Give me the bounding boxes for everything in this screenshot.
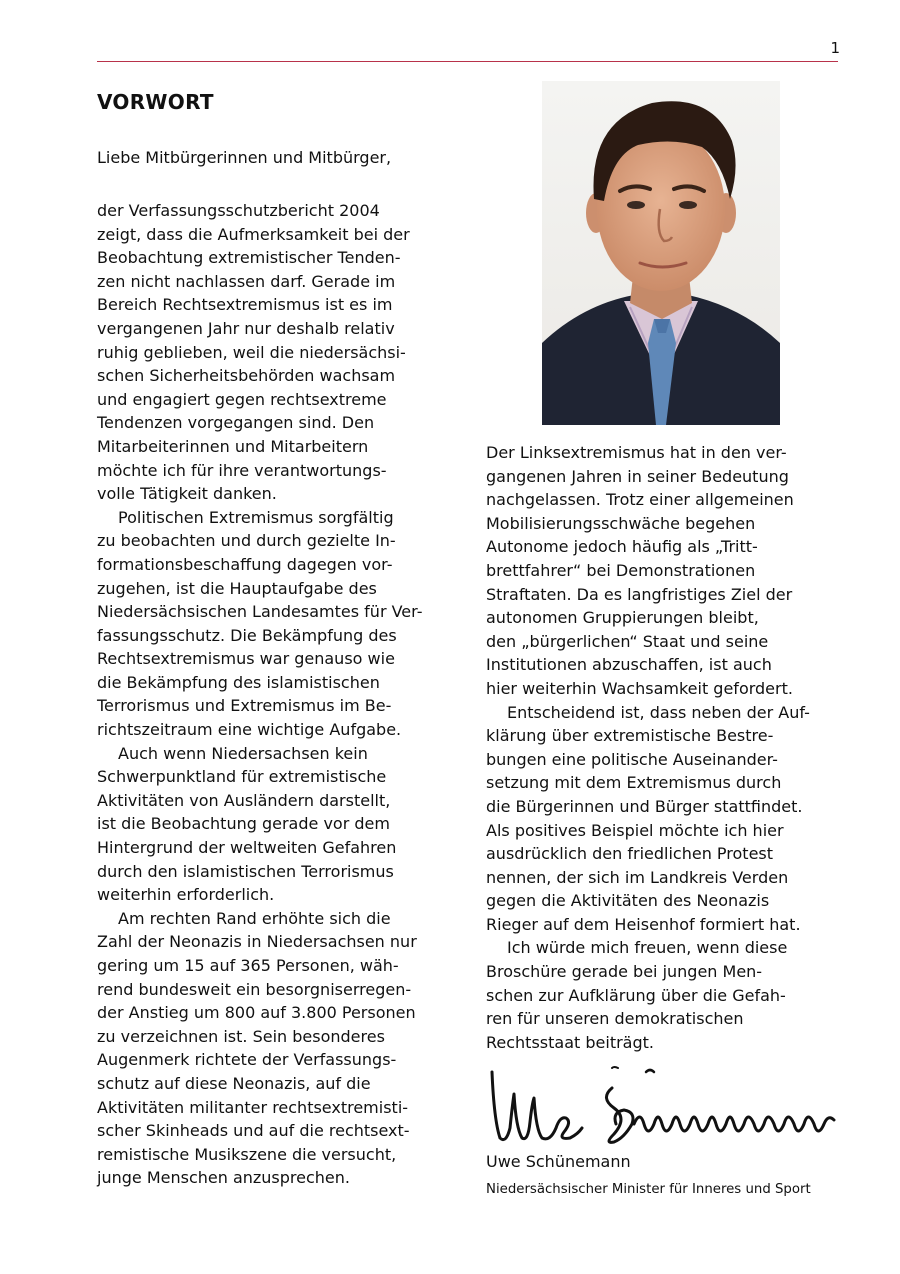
text-line: Auch wenn Niedersachsen kein — [118, 743, 368, 763]
text-line: den „bürgerlichen“ Staat und seine — [486, 631, 769, 651]
text-line: Autonome jedoch häufig als „Tritt- — [486, 537, 758, 557]
text-line: rend bundesweit ein besorgniserregen- — [97, 979, 412, 999]
text-line: schen Sicherheitsbehörden wachsam — [97, 366, 396, 386]
text-line: vergangenen Jahr nur deshalb relativ — [97, 318, 395, 338]
text-line: Mobilisierungsschwäche begehen — [486, 513, 756, 533]
text-line: der Anstieg um 800 auf 3.800 Personen — [97, 1003, 416, 1023]
text-line: hier weiterhin Wachsamkeit gefordert. — [486, 678, 793, 698]
text-line: Mitarbeiterinnen und Mitarbeitern — [97, 436, 369, 456]
text-line: Straftaten. Da es langfristiges Ziel der — [486, 584, 793, 604]
text-line: zu beobachten und durch gezielte In- — [97, 531, 396, 551]
text-line: Entscheidend ist, dass neben der Auf- — [507, 702, 810, 722]
text-line: Aktivitäten militanter rechtsextremisti- — [97, 1097, 409, 1117]
text-line: die Bekämpfung des islamistischen — [97, 672, 380, 692]
text-line: Hintergrund der weltweiten Gefahren — [97, 838, 397, 858]
text-line: ren für unseren demokratischen — [486, 1009, 744, 1029]
text-line: richtszeitraum eine wichtige Aufgabe. — [97, 720, 402, 740]
text-line: Tendenzen vorgegangen sind. Den — [97, 413, 375, 433]
signer-name: Uwe Schünemann — [486, 1152, 631, 1171]
text-line: Beobachtung extremistischer Tenden- — [97, 248, 401, 268]
text-line: nennen, der sich im Landkreis Verden — [486, 867, 789, 887]
text-line: Am rechten Rand erhöhte sich die — [118, 908, 391, 928]
text-line: Institutionen abzuschaffen, ist auch — [486, 655, 772, 675]
page-title: VORWORT — [97, 90, 214, 114]
text-line: formationsbeschaffung dagegen vor- — [97, 554, 393, 574]
text-line: volle Tätigkeit danken. — [97, 484, 277, 504]
text-line: Niedersächsischen Landesamtes für Ver- — [97, 602, 423, 622]
text-line: und engagiert gegen rechtsextreme — [97, 389, 387, 409]
text-line: Terrorismus und Extremismus im Be- — [97, 696, 392, 716]
text-line: Als positives Beispiel möchte ich hier — [486, 820, 784, 840]
text-line: Zahl der Neonazis in Niedersachsen nur — [97, 932, 417, 952]
text-line: setzung mit dem Extremismus durch — [486, 773, 782, 793]
text-line: Rechtsstaat beiträgt. — [486, 1032, 654, 1052]
text-line: zen nicht nachlassen darf. Gerade im — [97, 271, 396, 291]
left-column — [97, 199, 452, 1190]
greeting: Liebe Mitbürgerinnen und Mitbürger, — [97, 148, 392, 167]
text-line: der Verfassungsschutzbericht 2004 — [97, 201, 380, 220]
text-line: ruhig geblieben, weil die niedersächsi- — [97, 342, 406, 362]
text-line: klärung über extremistische Bestre- — [486, 726, 774, 746]
portrait-illustration — [542, 81, 780, 425]
text-line: autonomen Gruppierungen bleibt, — [486, 608, 759, 628]
text-line: zu verzeichnen ist. Sein besonderes — [97, 1026, 385, 1046]
signer-role: Niedersächsischer Minister für Inneres und Sport — [486, 1182, 811, 1197]
text-line: Aktivitäten von Ausländern darstellt, — [97, 790, 391, 810]
handwritten-signature — [486, 1058, 846, 1148]
text-line: nachgelassen. Trotz einer allgemeinen — [486, 490, 794, 510]
text-line: schen zur Aufklärung über die Gefah- — [486, 985, 786, 1005]
text-line: ausdrücklich den friedlichen Protest — [486, 844, 774, 864]
text-line: schutz auf diese Neonazis, auf die — [97, 1073, 371, 1093]
text-line: Augenmerk richtete der Verfassungs- — [97, 1050, 397, 1070]
text-line: Broschüre gerade bei jungen Men- — [486, 962, 763, 982]
text-line: Schwerpunktland für extremistische — [97, 767, 387, 787]
text-line: möchte ich für ihre verantwortungs- — [97, 460, 387, 480]
text-line: bungen eine politische Auseinander- — [486, 749, 778, 769]
text-line: durch den islamistischen Terrorismus — [97, 861, 394, 881]
page-number: 1 — [830, 39, 840, 57]
header-rule — [97, 61, 838, 62]
portrait-photo — [542, 81, 780, 425]
signature-drawing — [486, 1058, 846, 1148]
text-line: Ich würde mich freuen, wenn diese — [507, 938, 788, 958]
text-line: gering um 15 auf 365 Personen, wäh- — [97, 956, 399, 975]
text-line: zugehen, ist die Hauptaufgabe des — [97, 578, 377, 598]
text-line: Politischen Extremismus sorgfältig — [118, 507, 394, 527]
text-line: die Bürgerinnen und Bürger stattfindet. — [486, 796, 803, 816]
right-column — [486, 441, 841, 1054]
text-line: gegen die Aktivitäten des Neonazis — [486, 891, 770, 911]
text-line: Rechtsextremismus war genauso wie — [97, 649, 395, 669]
text-line: remistische Musikszene die versucht, — [97, 1144, 397, 1164]
text-line: scher Skinheads und auf die rechtsext- — [97, 1121, 410, 1141]
text-line: brettfahrer“ bei Demonstrationen — [486, 560, 756, 580]
text-line: ist die Beobachtung gerade vor dem — [97, 814, 390, 834]
text-line: gangenen Jahren in seiner Bedeutung — [486, 466, 789, 486]
text-line: zeigt, dass die Aufmerksamkeit bei der — [97, 224, 410, 244]
text-line: Rieger auf dem Heisenhof formiert hat. — [486, 914, 801, 934]
text-line: weiterhin erforderlich. — [97, 885, 275, 905]
text-line: Bereich Rechtsextremismus ist es im — [97, 295, 393, 315]
text-line: junge Menschen anzusprechen. — [97, 1168, 350, 1188]
text-line: fassungsschutz. Die Bekämpfung des — [97, 625, 397, 645]
text-line: Der Linksextremismus hat in den ver- — [486, 443, 787, 462]
